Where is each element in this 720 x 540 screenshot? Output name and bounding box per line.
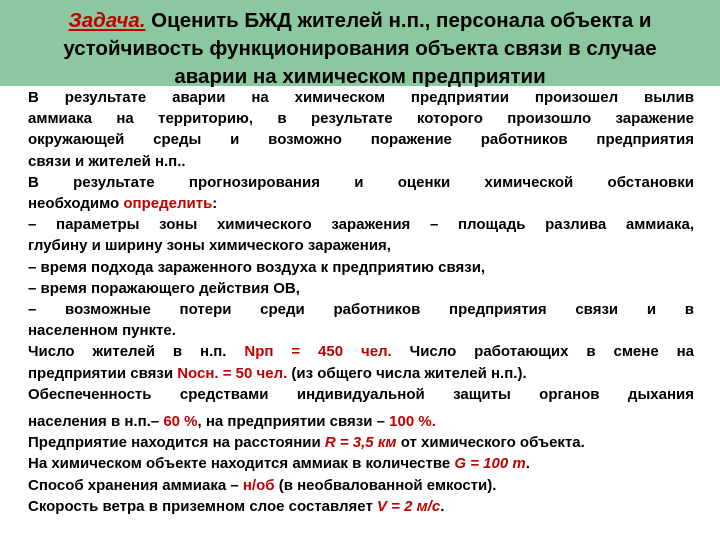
ammonia-amount: G = 100 т — [454, 455, 526, 473]
wind-speed: V = 2 м/с — [376, 497, 441, 515]
storage-type: н/об — [242, 476, 275, 494]
intro-line: аммиака на территорию, в результате которого произошло заражение — [28, 110, 694, 128]
protection-workers: 100 %. — [389, 413, 436, 431]
title-banner — [0, 0, 720, 86]
distance-line: Предприятие находится на расстоянии R = 3,5 км от химического объекта. — [28, 434, 585, 452]
determine-keyword: определить — [123, 195, 213, 213]
list-item: – время поражающего действия ОВ, — [28, 279, 300, 297]
task-line: необходимо определить: — [28, 195, 218, 213]
workers-count: Nосн. = 50 чел. — [177, 364, 288, 382]
task-text — [28, 87, 694, 517]
list-item: – возможные потери среди работников предприятия связи и в — [28, 301, 694, 319]
task-line: В результате прогнозирования и оценки химической обстановки — [28, 173, 694, 191]
ammonia-line: На химическом объекте находится аммиак в количестве G = 100 т. — [28, 455, 530, 473]
title-line-1: Задача. Оценить БЖД жителей н.п., персонала объекта и — [68, 9, 652, 32]
task-keyword: Задача. — [68, 9, 146, 32]
intro-line: связи и жителей н.п.. — [28, 152, 186, 170]
distance-value: R = 3,5 км — [324, 434, 397, 452]
protection-residents: 60 % — [163, 413, 198, 431]
residents-count: Nрп = 450 чел. — [244, 343, 392, 361]
list-item: – время подхода зараженного воздуха к предприятию связи, — [28, 258, 486, 276]
workers-line: предприятии связи Nосн. = 50 чел. (из общего числа жителей н.п.). — [28, 364, 527, 382]
residents-line: Число жителей в н.п. Nрп = 450 чел. Число работающих в смене на — [28, 343, 694, 361]
wind-line: Скорость ветра в приземном слое составляет V = 2 м/с. — [28, 497, 445, 515]
title-line-3: аварии на химическом предприятии — [174, 65, 546, 88]
protection-line: населения в н.п.– 60 %, на предприятии связи – 100 %. — [28, 413, 436, 431]
protection-line: Обеспеченность средствами индивидуальной защиты органов дыхания — [28, 385, 694, 403]
list-item: населенном пункте. — [28, 322, 176, 340]
storage-line: Способ хранения аммиака – н/об (в необвалованной емкости). — [28, 476, 497, 494]
intro-line: В результате аварии на химическом предприятии произошел вылив — [28, 89, 694, 106]
title-line-2: устойчивость функционирования объекта связи в случае — [63, 37, 657, 60]
intro-line: окружающей среды и возможно поражение работников предприятия — [28, 131, 694, 149]
list-item: глубину и ширину зоны химического заражения, — [28, 237, 391, 255]
list-item: – параметры зоны химического заражения – площадь разлива аммиака, — [28, 216, 694, 234]
